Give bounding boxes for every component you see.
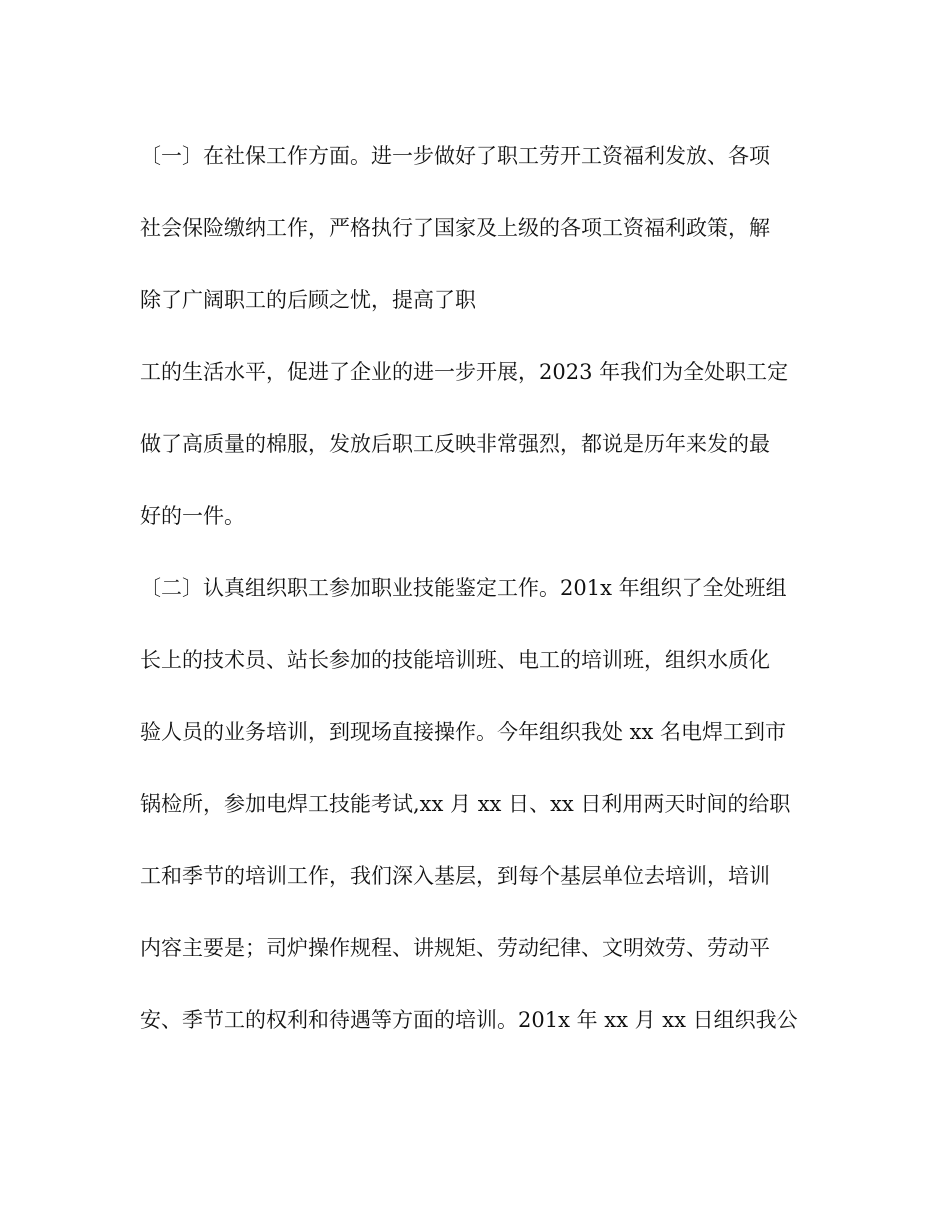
text-line: 〔一〕在社保工作方面。进一步做好了职工劳开工资福利发放、各项 xyxy=(140,144,770,168)
text-line: 长上的技术员、站长参加的技能培训班、电工的培训班，组织水质化 xyxy=(140,648,770,672)
text-line: 〔二〕认真组织职工参加职业技能鉴定工作。201x 年组织了全处班组 xyxy=(140,576,787,600)
text-line: 内容主要是；司炉操作规程、讲规矩、劳动纪律、文明效劳、劳动平 xyxy=(140,936,770,960)
text-line: 社会保险缴纳工作，严格执行了国家及上级的各项工资福利政策，解 xyxy=(140,216,770,240)
text-line: 锅检所，参加电焊工技能考试,xx 月 xx 日、xx 日利用两天时间的给职 xyxy=(140,792,791,816)
text-line: 工的生活水平，促进了企业的进一步开展，2023 年我们为全处职工定 xyxy=(140,360,789,384)
text-line: 好的一件。 xyxy=(140,504,245,528)
text-line: 工和季节的培训工作，我们深入基层，到每个基层单位去培训，培训 xyxy=(140,864,770,888)
text-line: 除了广阔职工的后顾之忧，提高了职 xyxy=(140,288,476,312)
text-line: 做了高质量的棉服，发放后职工反映非常强烈，都说是历年来发的最 xyxy=(140,432,770,456)
text-line: 安、季节工的权利和待遇等方面的培训。201x 年 xx 月 xx 日组织我公 xyxy=(140,1008,798,1032)
text-line: 验人员的业务培训，到现场直接操作。今年组织我处 xx 名电焊工到市 xyxy=(140,720,787,744)
